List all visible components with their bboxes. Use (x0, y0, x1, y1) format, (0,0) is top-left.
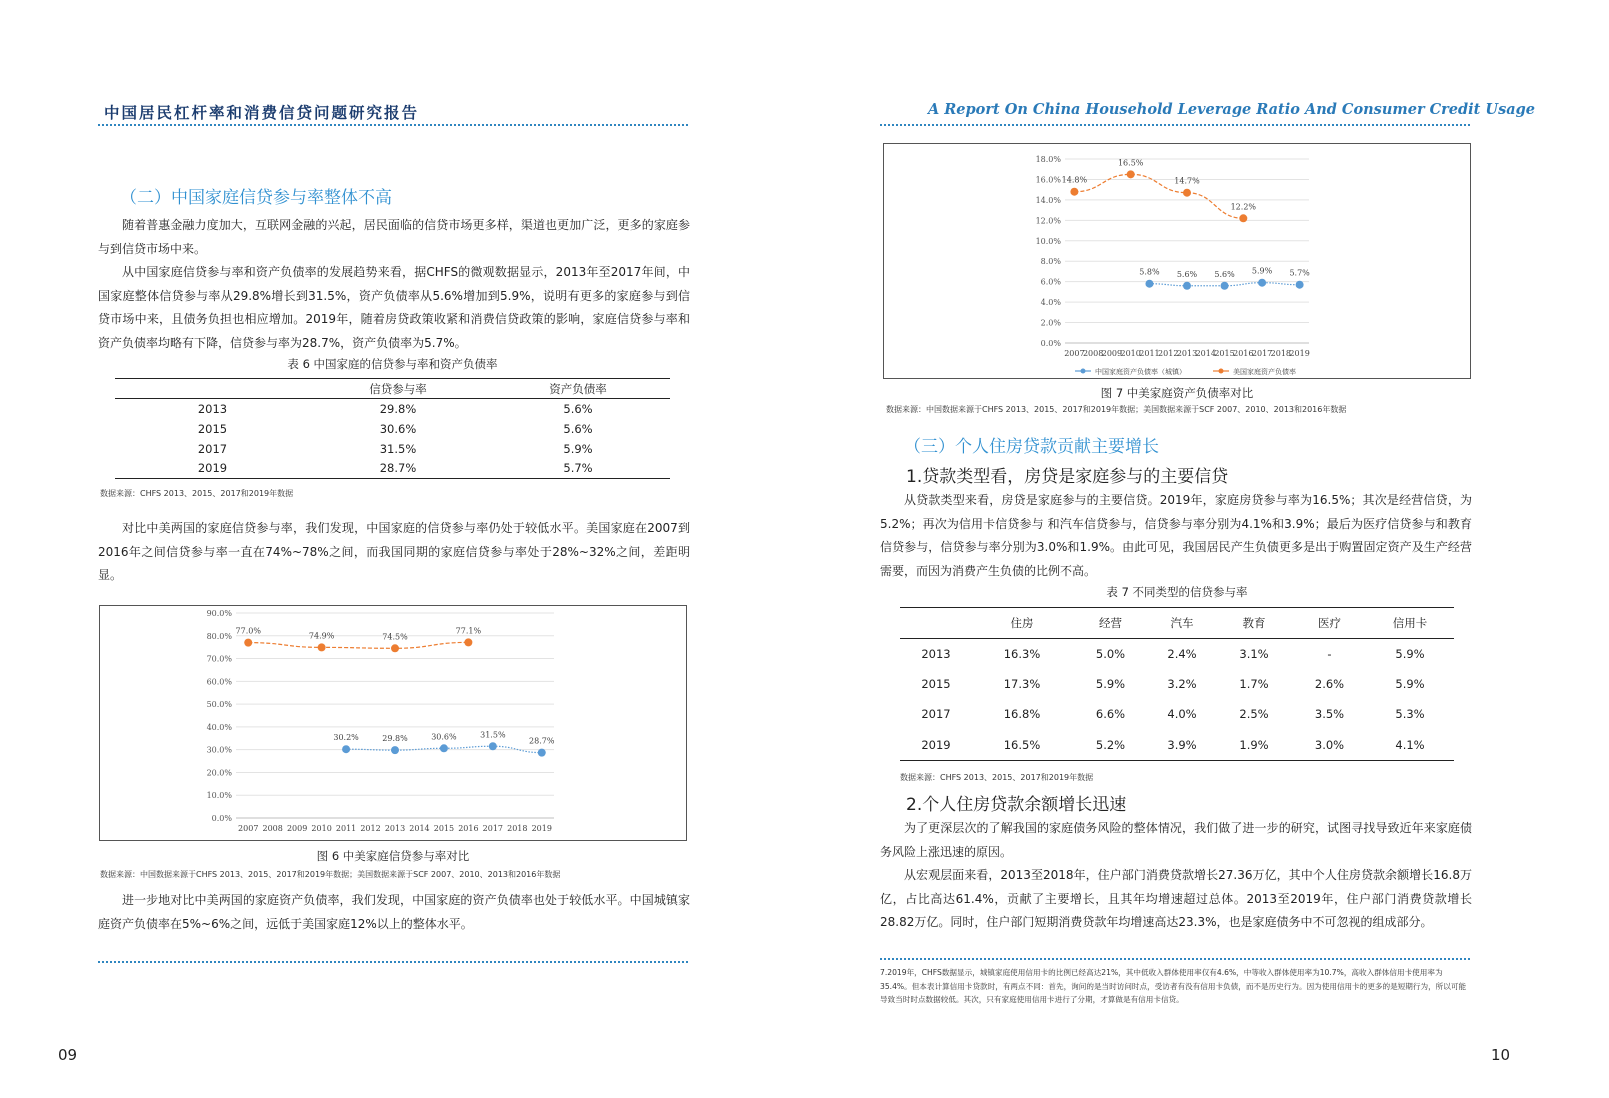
x-tick-label: 2013 (384, 824, 406, 833)
y-tick-label: 10.0% (206, 791, 232, 801)
x-tick-label: 2015 (433, 824, 455, 833)
x-tick-label: 2007 (238, 824, 259, 833)
figure-caption: 图 6 中美家庭信贷参与率对比 (316, 849, 470, 863)
body-text (98, 517, 690, 588)
subsection-title: 2.个人住房贷款余额增长迅速 (906, 795, 1127, 815)
table-cell: 3.1% (1239, 646, 1269, 661)
table-row (900, 669, 1454, 700)
x-tick-label: 2012 (360, 824, 381, 833)
table-cell: 5.9% (1095, 676, 1126, 691)
table-cell: 2.6% (1314, 676, 1345, 691)
data-label: 74.9% (308, 631, 335, 641)
table-cell: 4.1% (1395, 737, 1425, 752)
header-divider (880, 124, 1470, 126)
data-label: 12.2% (1230, 202, 1257, 212)
y-tick-label: 40.0% (206, 722, 232, 732)
data-table (115, 378, 670, 479)
legend-marker (1081, 369, 1086, 374)
table-cell: 28.7% (379, 461, 417, 476)
data-point (1221, 282, 1229, 290)
table-cell: 6.6% (1095, 707, 1126, 722)
x-tick-label: 2016 (458, 824, 479, 833)
data-point (1258, 279, 1266, 287)
data-label: 5.6% (1176, 269, 1198, 279)
table-header-cell: 经营 (1072, 608, 1149, 639)
x-tick-label: 2007 (1064, 349, 1085, 358)
table-cell: 5.3% (1395, 707, 1425, 722)
data-point (440, 744, 448, 752)
data-table (900, 607, 1454, 761)
y-tick-label: 0.0% (211, 814, 232, 823)
y-tick-label: 12.0% (1035, 216, 1061, 226)
x-tick-label: 2008 (262, 824, 283, 833)
left-page (0, 0, 800, 1098)
data-label: 30.6% (431, 732, 457, 742)
series-line (1074, 174, 1243, 218)
table-cell: 5.9% (1395, 646, 1425, 661)
table-row (115, 439, 670, 459)
x-tick-label: 2017 (482, 824, 504, 833)
table-cell: 5.6% (563, 421, 593, 436)
left-header-title: 中国居民杠杆率和消费信贷问题研究报告 (104, 103, 420, 122)
table-cell: 5.9% (563, 441, 593, 456)
right-header-title: A Report On China Household Leverage Ratio And Consumer Credit Usage (927, 101, 1535, 118)
table-header-cell: 信用卡 (1366, 608, 1454, 639)
table-cell: 2019 (197, 461, 228, 476)
x-tick-label: 2018 (1270, 349, 1292, 358)
data-point (1239, 214, 1247, 222)
data-label: 5.8% (1139, 267, 1160, 277)
table-row (900, 699, 1454, 730)
table-cell: 2.5% (1239, 707, 1269, 722)
footnote-divider (880, 958, 1470, 960)
table-cell: 2015 (921, 676, 951, 691)
table-source: 数据来源：CHFS 2013、2015、2017和2019年数据 (900, 773, 1094, 782)
series-line (248, 642, 468, 648)
table-header-cell: 教育 (1215, 608, 1293, 639)
x-tick-label: 2010 (1120, 349, 1141, 358)
data-label: 31.5% (480, 730, 506, 740)
paragraph: 从宏观层面来看，2013至2018年，住户部门消费贷款增长27.36万亿，其中个人住房贷款余额增长16.8万亿，占比高达61.4%，贡献了主要增长，且其年均增速超过总体。2013至2019年，住户部门消费贷款增长28.82万亿。同时，住户部门短期消费贷款年均增速高达23.3%，也是家庭债务中不可忽视的组成部分。 (880, 868, 1472, 929)
body-text (880, 817, 1472, 935)
table-row (115, 399, 670, 419)
x-tick-label: 2009 (286, 824, 308, 833)
y-tick-label: 80.0% (206, 631, 232, 641)
table-cell: 2017 (921, 707, 951, 722)
table-cell: 5.9% (1395, 676, 1425, 691)
y-tick-label: 0.0% (1040, 339, 1061, 348)
data-label: 16.5% (1117, 158, 1144, 168)
table-caption: 表 7 不同类型的信贷参与率 (1106, 585, 1248, 599)
table-row (115, 459, 670, 479)
data-point (244, 639, 252, 647)
data-point (1296, 281, 1304, 289)
right-page (804, 0, 1609, 1098)
data-label: 28.7% (529, 736, 555, 746)
figure-source: 数据来源：中国数据来源于CHFS 2013、2015、2017和2019年数据；美国数据来源于SCF 2007、2010、2013和2016年数据 (100, 870, 561, 879)
legend-label: 美国家庭资产负债率 (1233, 368, 1296, 376)
y-tick-label: 2.0% (1040, 318, 1061, 328)
x-tick-label: 2012 (1158, 349, 1179, 358)
table-cell: 31.5% (379, 441, 417, 456)
data-label: 29.8% (382, 734, 408, 744)
table-cell: 1.7% (1239, 676, 1269, 691)
table-cell: 16.8% (1003, 707, 1041, 722)
chart-figure6 (99, 605, 687, 841)
data-point (391, 644, 399, 652)
y-tick-label: 20.0% (206, 768, 232, 778)
section-title: （三）个人住房贷款贡献主要增长 (904, 437, 1159, 457)
x-tick-label: 2010 (311, 824, 332, 833)
subsection-title: 1.贷款类型看，房贷是家庭参与的主要信贷 (906, 467, 1229, 487)
data-point (342, 745, 350, 753)
data-label: 74.5% (382, 632, 408, 642)
paragraph: 从中国家庭信贷参与率和资产负债率的发展趋势来看，据CHFS的微观数据显示，2013年至2017年间，中国家庭整体信贷参与率从29.8%增长到31.5%，资产负债率从5.6%增加到5.9%，说明有更多的家庭参与到信贷市场中来，且债务负担也相应增加。2019年，随着房贷政策收紧和消费信贷政策的影响，家庭信贷参与率和资产负债率均略有下降，信贷参与率为28.7%，资产负债率为5.7%。 (98, 265, 690, 350)
data-label: 5.6% (1214, 269, 1235, 279)
table-cell: 1.9% (1239, 737, 1269, 752)
page-number: 09 (58, 1046, 78, 1064)
data-point (1070, 188, 1078, 196)
x-tick-label: 2019 (1289, 349, 1310, 358)
data-point (1183, 189, 1191, 197)
table-cell: 17.3% (1003, 676, 1041, 691)
table-cell: 5.2% (1095, 737, 1126, 752)
data-point (464, 638, 472, 646)
table-cell: 4.0% (1167, 707, 1197, 722)
footnote: 7.2019年，CHFS数据显示，城镇家庭使用信用卡的比例已经高达21%，其中低收入群体使用率仅有4.6%，中等收入群体使用率为10.7%，高收入群体信用卡使用率为35.4%。但本表计算信用卡贷款时，有两点不同：首先，询问的是当时访问时点，受访者有没有信用卡负债，而不是历史行为。因为使用信用卡的更多的是短期行为，所以可能导致当时时点数据较低。其次，只有家庭使用信用卡进行了分期，才算做是有信用卡信贷。 (880, 968, 1467, 1004)
y-tick-label: 50.0% (206, 700, 232, 710)
x-tick-label: 2017 (1251, 349, 1273, 358)
table-row (900, 638, 1454, 669)
x-tick-label: 2009 (1101, 349, 1123, 358)
data-point (1145, 280, 1153, 288)
y-tick-label: 6.0% (1040, 277, 1061, 287)
paragraph: 随着普惠金融力度加大，互联网金融的兴起，居民面临的信贷市场更多样，渠道也更加广泛，更多的家庭参与到信贷市场中来。 (98, 218, 690, 256)
x-tick-label: 2014 (1195, 349, 1216, 358)
paragraph: 对比中美两国的家庭信贷参与率，我们发现，中国家庭的信贷参与率仍处于较低水平。美国家庭在2007到2016年之间信贷参与率一直在74%~78%之间，而我国同期的家庭信贷参与率处于28%~32%之间，差距明显。 (98, 521, 690, 582)
data-label: 77.0% (235, 626, 261, 636)
data-point (318, 643, 326, 651)
x-tick-label: 2008 (1082, 349, 1104, 358)
table-cell: 3.9% (1167, 737, 1197, 752)
chart-svg (884, 144, 1470, 378)
table-header-cell: 资产负债率 (486, 379, 670, 399)
x-tick-label: 2016 (1233, 349, 1254, 358)
table-cell: 3.5% (1314, 707, 1345, 722)
table-cell: 2.4% (1167, 646, 1197, 661)
x-tick-label: 2019 (531, 824, 552, 833)
table-header-cell: 住房 (972, 608, 1072, 639)
table-row (115, 419, 670, 439)
y-tick-label: 30.0% (206, 745, 232, 755)
data-label: 77.1% (455, 626, 482, 636)
data-label: 5.9% (1251, 266, 1273, 276)
chart-figure7 (883, 143, 1471, 379)
table-cell: 5.6% (563, 401, 593, 416)
data-point (538, 749, 546, 757)
header-divider (98, 124, 688, 126)
figure-caption: 图 7 中美家庭资产负债率对比 (1100, 386, 1254, 400)
data-point (1127, 170, 1135, 178)
body-text (98, 889, 690, 936)
y-tick-label: 16.0% (1035, 175, 1061, 185)
table-header-cell (900, 608, 972, 639)
data-label: 14.8% (1061, 175, 1088, 185)
table-cell: 2013 (197, 401, 228, 416)
table-source: 数据来源：CHFS 2013、2015、2017和2019年数据 (100, 489, 294, 498)
table-caption: 表 6 中国家庭的信贷参与率和资产负债率 (287, 357, 498, 371)
x-tick-label: 2013 (1176, 349, 1198, 358)
paragraph: 从贷款类型来看，房贷是家庭参与的主要信贷。2019年，家庭房贷参与率为16.5%；其次是经营信贷，为5.2%；再次为信用卡信贷参与 和汽车信贷参与，信贷参与率分别为4.1%和3.9%；最后为医疗信贷参与和教育信贷参与，信贷参与率分别为3.0%和1.9%。由此可见，我国居民产生负债更多是出于购置固定资产及生产经营需要，而因为消费产生负债的比例不高。 (880, 493, 1472, 578)
table-cell: 5.0% (1095, 646, 1126, 661)
body-text (880, 489, 1472, 583)
table-header-cell (115, 379, 310, 399)
data-label: 14.7% (1174, 176, 1200, 186)
x-tick-label: 2014 (409, 824, 430, 833)
page-number: 10 (1491, 1046, 1511, 1064)
chart-svg (100, 606, 686, 840)
table-cell: 2019 (921, 737, 951, 752)
data-point (391, 746, 399, 754)
table-cell: 2015 (197, 421, 228, 436)
y-tick-label: 10.0% (1035, 236, 1061, 246)
table-cell: 3.0% (1314, 737, 1345, 752)
table-cell: 16.3% (1003, 646, 1041, 661)
body-text (98, 214, 690, 355)
figure-source: 数据来源：中国数据来源于CHFS 2013、2015、2017和2019年数据；美国数据来源于SCF 2007、2010、2013和2016年数据 (886, 405, 1347, 414)
table-cell: 2013 (921, 646, 951, 661)
paragraph: 进一步地对比中美两国的家庭资产负债率，我们发现，中国家庭的资产负债率也处于较低水平。中国城镇家庭资产负债率在5%~6%之间，远低于美国家庭12%以上的整体水平。 (98, 893, 690, 931)
y-tick-label: 4.0% (1040, 298, 1061, 308)
table-cell: 30.6% (379, 421, 417, 436)
x-tick-label: 2011 (335, 824, 357, 833)
table-cell: - (1327, 646, 1332, 661)
footer-divider (98, 961, 688, 963)
y-tick-label: 90.0% (206, 609, 232, 618)
data-label: 30.2% (333, 733, 359, 743)
y-tick-label: 14.0% (1035, 195, 1061, 205)
section-title: （二）中国家庭信贷参与率整体不高 (120, 188, 392, 208)
data-label: 5.7% (1289, 268, 1310, 278)
table-row (900, 730, 1454, 761)
legend-label: 中国家庭资产负债率（城镇） (1095, 368, 1186, 376)
y-tick-label: 18.0% (1035, 155, 1061, 164)
y-tick-label: 70.0% (206, 654, 232, 664)
paragraph: 为了更深层次的了解我国的家庭债务风险的整体情况，我们做了进一步的研究，试图寻找导致近年来家庭债务风险上涨迅速的原因。 (880, 821, 1472, 859)
table-header-cell: 医疗 (1293, 608, 1366, 639)
y-tick-label: 8.0% (1040, 257, 1061, 267)
legend-marker (1219, 369, 1224, 374)
table-cell: 5.7% (563, 461, 593, 476)
data-point (1183, 282, 1191, 290)
table-header-cell: 汽车 (1149, 608, 1215, 639)
table-header-cell: 信贷参与率 (310, 379, 486, 399)
x-tick-label: 2018 (507, 824, 528, 833)
x-tick-label: 2015 (1214, 349, 1235, 358)
data-point (489, 742, 497, 750)
table-cell: 16.5% (1003, 737, 1041, 752)
x-tick-label: 2011 (1139, 349, 1160, 358)
table-cell: 3.2% (1167, 676, 1197, 691)
table-cell: 2017 (197, 441, 228, 456)
y-tick-label: 60.0% (206, 677, 232, 687)
table-cell: 29.8% (379, 401, 417, 416)
